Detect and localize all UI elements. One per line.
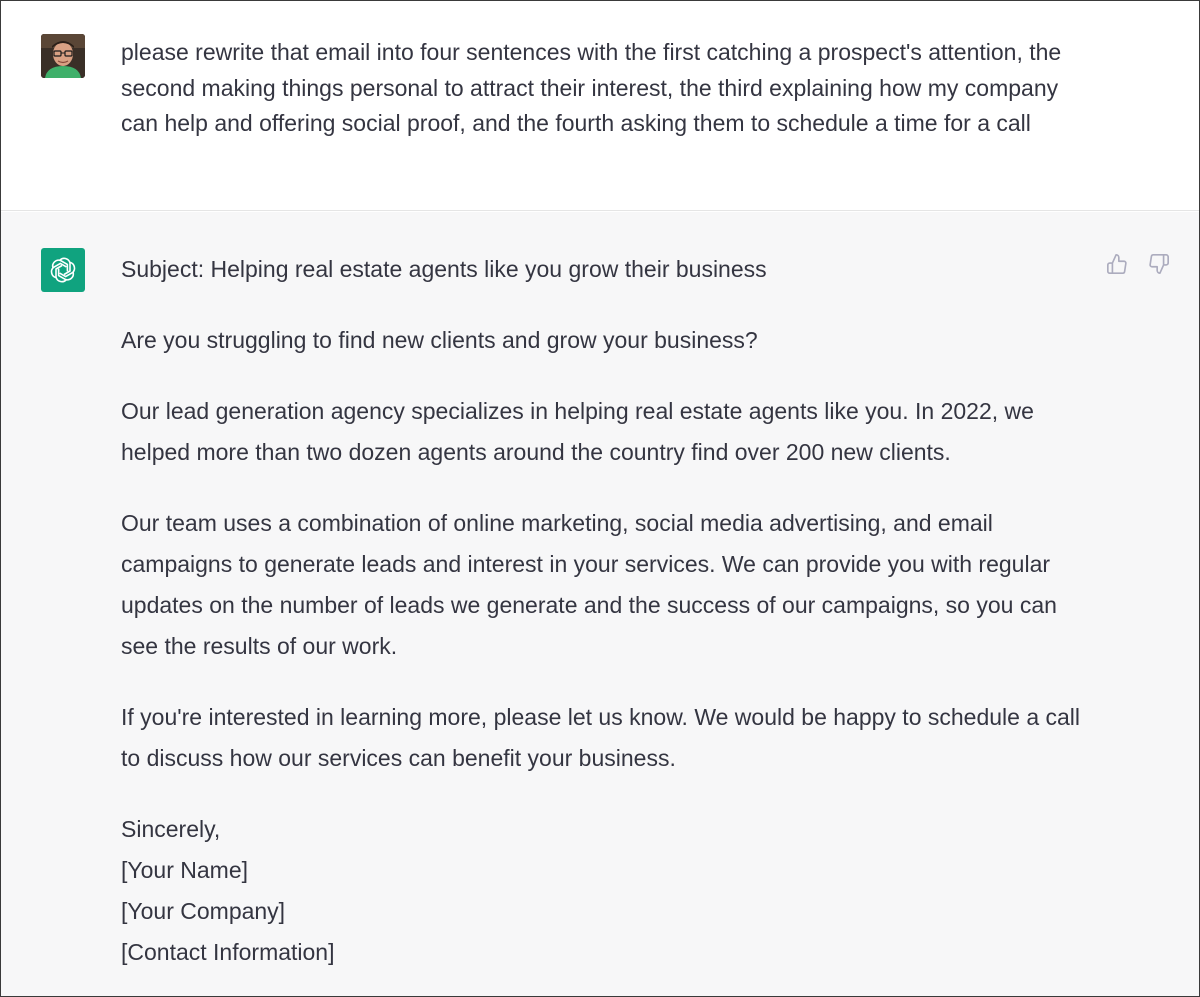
email-signature <box>121 809 1081 973</box>
user-message-block <box>1 1 1199 211</box>
assistant-message-text <box>121 249 1081 973</box>
email-paragraph-2: Our lead generation agency specializes in helping real estate agents like you. In 2022, we helped more than two dozen agents around the country find over 200 new clients. <box>121 398 1034 465</box>
user-avatar-image <box>41 34 85 78</box>
signature-contact: [Contact Information] <box>121 939 335 965</box>
email-paragraph-4: If you're interested in learning more, please let us know. We would be happy to schedule a call to discuss how our services can benefit your business. <box>121 704 1081 771</box>
signature-company: [Your Company] <box>121 898 286 924</box>
email-subject: Subject: Helping real estate agents like you grow their business <box>121 256 767 282</box>
feedback-buttons <box>1105 252 1171 276</box>
user-avatar <box>41 34 85 78</box>
thumbs-down-button[interactable] <box>1147 252 1171 276</box>
thumbs-up-button[interactable] <box>1105 252 1129 276</box>
signature-closing: Sincerely, <box>121 816 221 842</box>
thumbs-down-icon <box>1148 253 1170 275</box>
user-message-text: please rewrite that email into four sentences with the first catching a prospect's attention, the second making things personal to attract their interest, the third explaining how my company can help and offering social proof, and the fourth asking them to schedule a time for a call <box>121 39 1062 136</box>
openai-logo-icon <box>41 248 85 292</box>
email-paragraph-1: Are you struggling to find new clients and grow your business? <box>121 327 758 353</box>
signature-name: [Your Name] <box>121 857 248 883</box>
thumbs-up-icon <box>1106 253 1128 275</box>
email-paragraph-3: Our team uses a combination of online marketing, social media advertising, and email campaigns to generate leads and interest in your services. We can provide you with regular updates on the number of leads we generate and the success of our campaigns, so you can see the results of our work. <box>121 510 1057 659</box>
assistant-message-block <box>1 212 1199 997</box>
